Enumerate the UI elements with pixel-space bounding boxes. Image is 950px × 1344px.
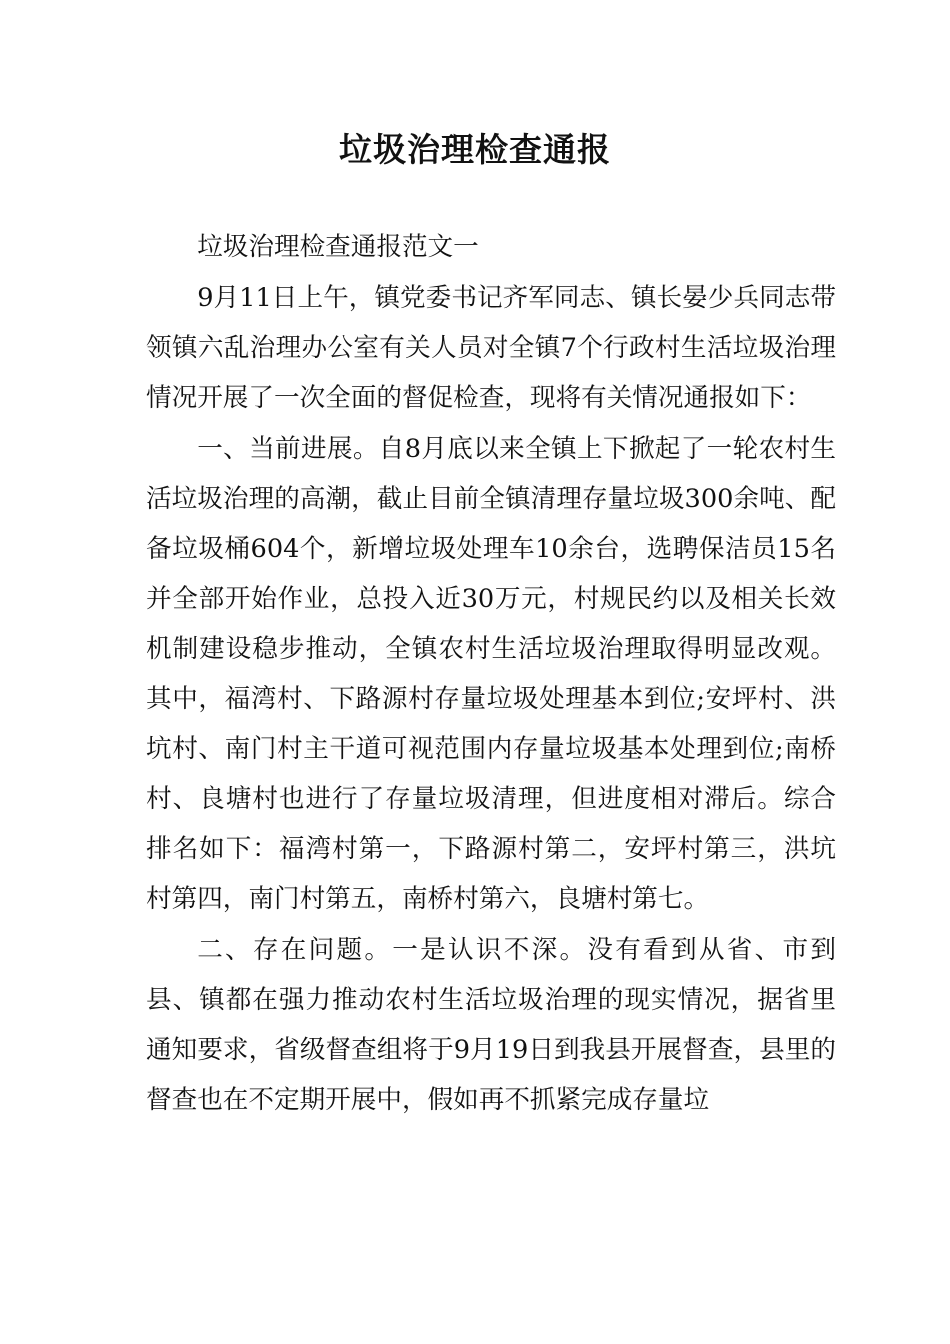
document-body <box>146 222 836 1125</box>
paragraph-progress: 一、当前进展。自8月底以来全镇上下掀起了一轮农村生活垃圾治理的高潮，截止目前全镇清理存量垃圾300余吨、配备垃圾桶604个，新增垃圾处理车10余台，选聘保洁员15名并全部开始作业，总投入近30万元，村规民约以及相关长效机制建设稳步推动，全镇农村生活垃圾治理取得明显改观。其中，福湾村、下路源村存量垃圾处理基本到位;安坪村、洪坑村、南门村主干道可视范围内存量垃圾基本处理到位;南桥村、良塘村也进行了存量垃圾清理，但进度相对滞后。综合排名如下：福湾村第一，下路源村第二，安坪村第三，洪坑村第四，南门村第五，南桥村第六，良塘村第七。 <box>146 434 836 914</box>
paragraph-problems: 二、存在问题。一是认识不深。没有看到从省、市到县、镇都在强力推动农村生活垃圾治理的现实情况，据省里通知要求，省级督查组将于9月19日到我县开展督查，县里的督查也在不定期开展中，假如再不抓紧完成存量垃 <box>146 935 836 1115</box>
paragraph-intro: 9月11日上午，镇党委书记齐军同志、镇长晏少兵同志带领镇六乱治理办公室有关人员对全镇7个行政村生活垃圾治理情况开展了一次全面的督促检查，现将有关情况通报如下： <box>146 283 836 413</box>
document-title: 垃圾治理检查通报 <box>339 130 611 169</box>
paragraph-subtitle: 垃圾治理检查通报范文一 <box>197 232 479 262</box>
